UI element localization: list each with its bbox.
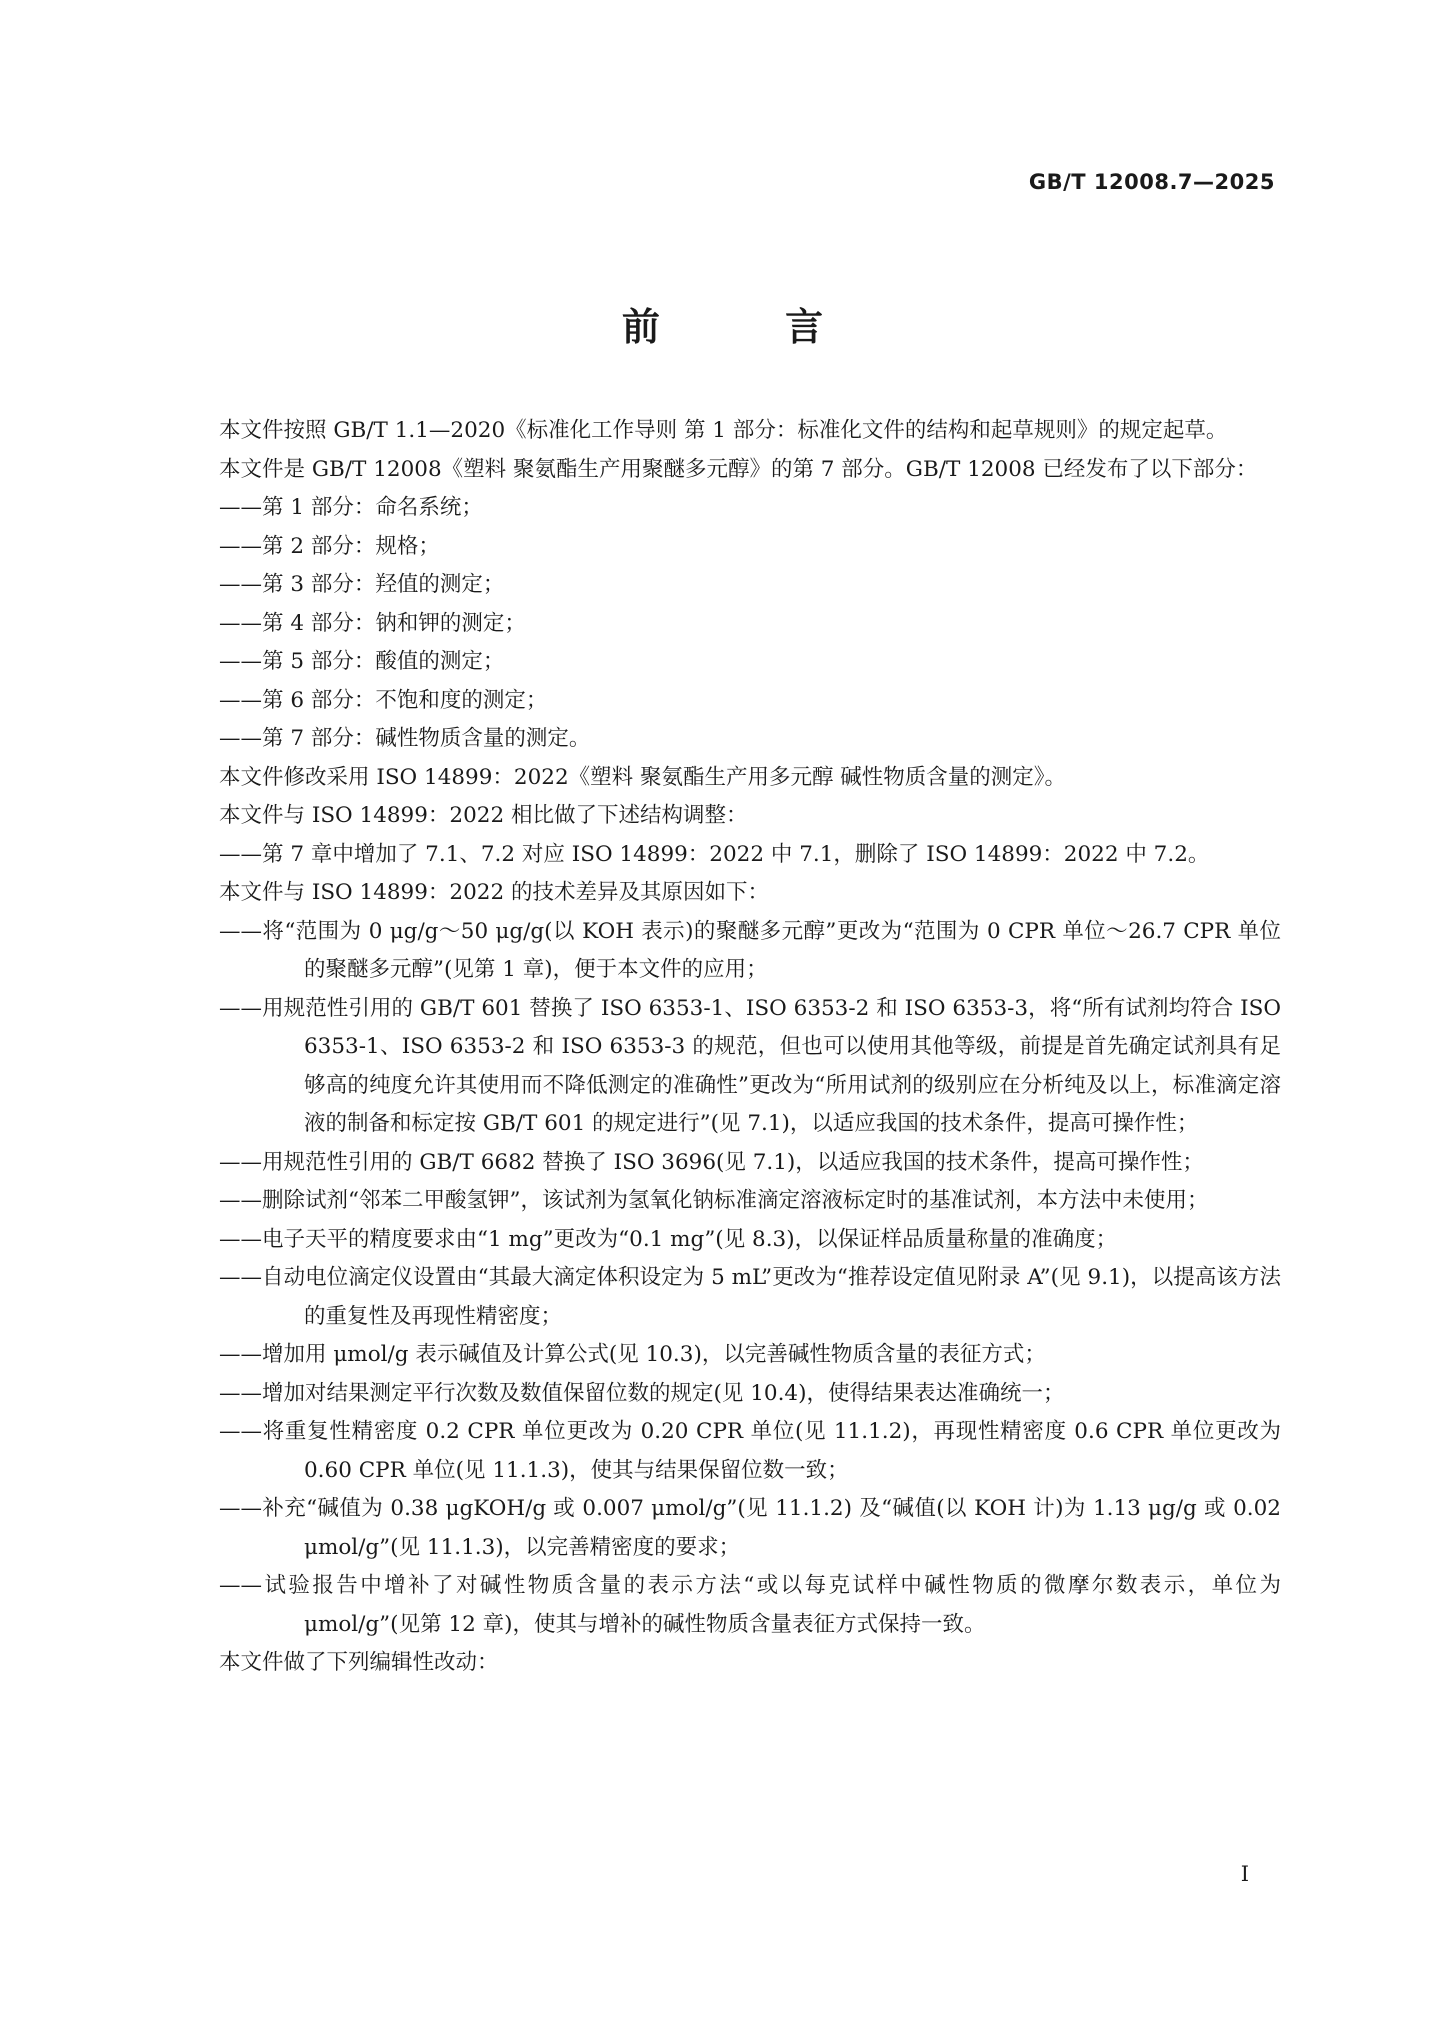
- paragraph-iso-adoption: 本文件修改采用 ISO 14899：2022《塑料 聚氨酯生产用多元醇 碱性物质含量的测定》。: [219, 764, 1067, 790]
- list-item: ——第 1 部分：命名系统；: [219, 495, 483, 520]
- list-item: ——第 4 部分：钠和钾的测定；: [219, 610, 526, 636]
- list-item: ——增加用 μmol/g 表示碱值及计算公式(见 10.3)，以完善碱性物质含量的表征方式；: [219, 1342, 1046, 1367]
- list-item: ——试验报告中增补了对碱性物质含量的表示方法“或以每克试样中碱性物质的微摩尔数表示，单位为 μmol/g”(见第 12 章)，使其与增补的碱性物质含量表征方式保持一致。: [219, 1573, 1281, 1637]
- list-item: ——将“范围为 0 μg/g～50 μg/g(以 KOH 表示)的聚醚多元醇”更改为“范围为 0 CPR 单位～26.7 CPR 单位的聚醚多元醇”(见第 1 章)，便于本文件的应用；: [219, 918, 1281, 982]
- list-item: ——用规范性引用的 GB/T 601 替换了 ISO 6353-1、ISO 6353-2 和 ISO 6353-3，将“所有试剂均符合 ISO 6353-1、ISO 6353-2 和 ISO 6353-3 的规范，但也可以使用其他等级，前提是首先确定试剂具有足够高的纯度允许其使用而不降低测定的准确性”更改为“所用试剂的级别应在分析纯及以上，标准滴定溶液的制备和标定按 GB/T 601 的规定进行”(见 7.1)，以适应我国的技术条件，提高可操作性；: [219, 995, 1281, 1136]
- list-item: ——自动电位滴定仪设置由“其最大滴定体积设定为 5 mL”更改为“推荐设定值见附录 A”(见 9.1)，以提高该方法的重复性及再现性精密度；: [219, 1265, 1281, 1329]
- paragraph-editorial-changes: 本文件做了下列编辑性改动：: [219, 1650, 499, 1675]
- page-number: I: [1240, 1862, 1249, 1886]
- foreword-body: [176, 412, 1281, 1683]
- document-id-header: GB/T 12008.7—2025: [1028, 170, 1275, 194]
- list-item: ——增加对结果测定平行次数及数值保留位数的规定(见 10.4)，使得结果表达准确统一；: [219, 1380, 1065, 1406]
- paragraph-structural-changes: 本文件与 ISO 14899：2022 相比做了下述结构调整：: [219, 803, 748, 828]
- list-item: ——第 7 章中增加了 7.1、7.2 对应 ISO 14899：2022 中 7.1，删除了 ISO 14899：2022 中 7.2。: [219, 841, 1210, 867]
- list-item: ——将重复性精密度 0.2 CPR 单位更改为 0.20 CPR 单位(见 11.1.2)，再现性精密度 0.6 CPR 单位更改为 0.60 CPR 单位(见 11.1.3)，使其与结果保留位数一致；: [219, 1419, 1281, 1483]
- paragraph-series-parts: 本文件是 GB/T 12008《塑料 聚氨酯生产用聚醚多元醇》的第 7 部分。GB/T 12008 已经发布了以下部分：: [219, 456, 1258, 482]
- list-item: ——第 3 部分：羟值的测定；: [219, 572, 505, 597]
- list-item: ——第 7 部分：碱性物质含量的测定。: [219, 726, 591, 751]
- parts-list: [176, 489, 1281, 759]
- list-item: ——第 6 部分：不饱和度的测定；: [219, 687, 548, 713]
- paragraph-technical-differences: 本文件与 ISO 14899：2022 的技术差异及其原因如下：: [219, 880, 769, 905]
- structural-changes-list: [176, 836, 1281, 875]
- paragraph-drafting-rules: 本文件按照 GB/T 1.1—2020《标准化工作导则 第 1 部分：标准化文件的结构和起草规则》的规定起草。: [219, 418, 1228, 443]
- page-title: 前 言: [621, 305, 880, 349]
- list-item: ——删除试剂“邻苯二甲酸氢钾”，该试剂为氢氧化钠标准滴定溶液标定时的基准试剂，本方法中未使用；: [219, 1188, 1209, 1213]
- technical-differences-list: [176, 913, 1281, 1645]
- list-item: ——电子天平的精度要求由“1 mg”更改为“0.1 mg”(见 8.3)，以保证样品质量称量的准确度；: [219, 1226, 1118, 1252]
- list-item: ——补充“碱值为 0.38 μgKOH/g 或 0.007 μmol/g”(见 11.1.2) 及“碱值(以 KOH 计)为 1.13 μg/g 或 0.02 μmol/g”(见 11.1.3)，以完善精密度的要求；: [219, 1496, 1281, 1560]
- list-item: ——用规范性引用的 GB/T 6682 替换了 ISO 3696(见 7.1)，以适应我国的技术条件，提高可操作性；: [219, 1149, 1204, 1175]
- list-item: ——第 5 部分：酸值的测定；: [219, 649, 505, 674]
- list-item: ——第 2 部分：规格；: [219, 533, 440, 559]
